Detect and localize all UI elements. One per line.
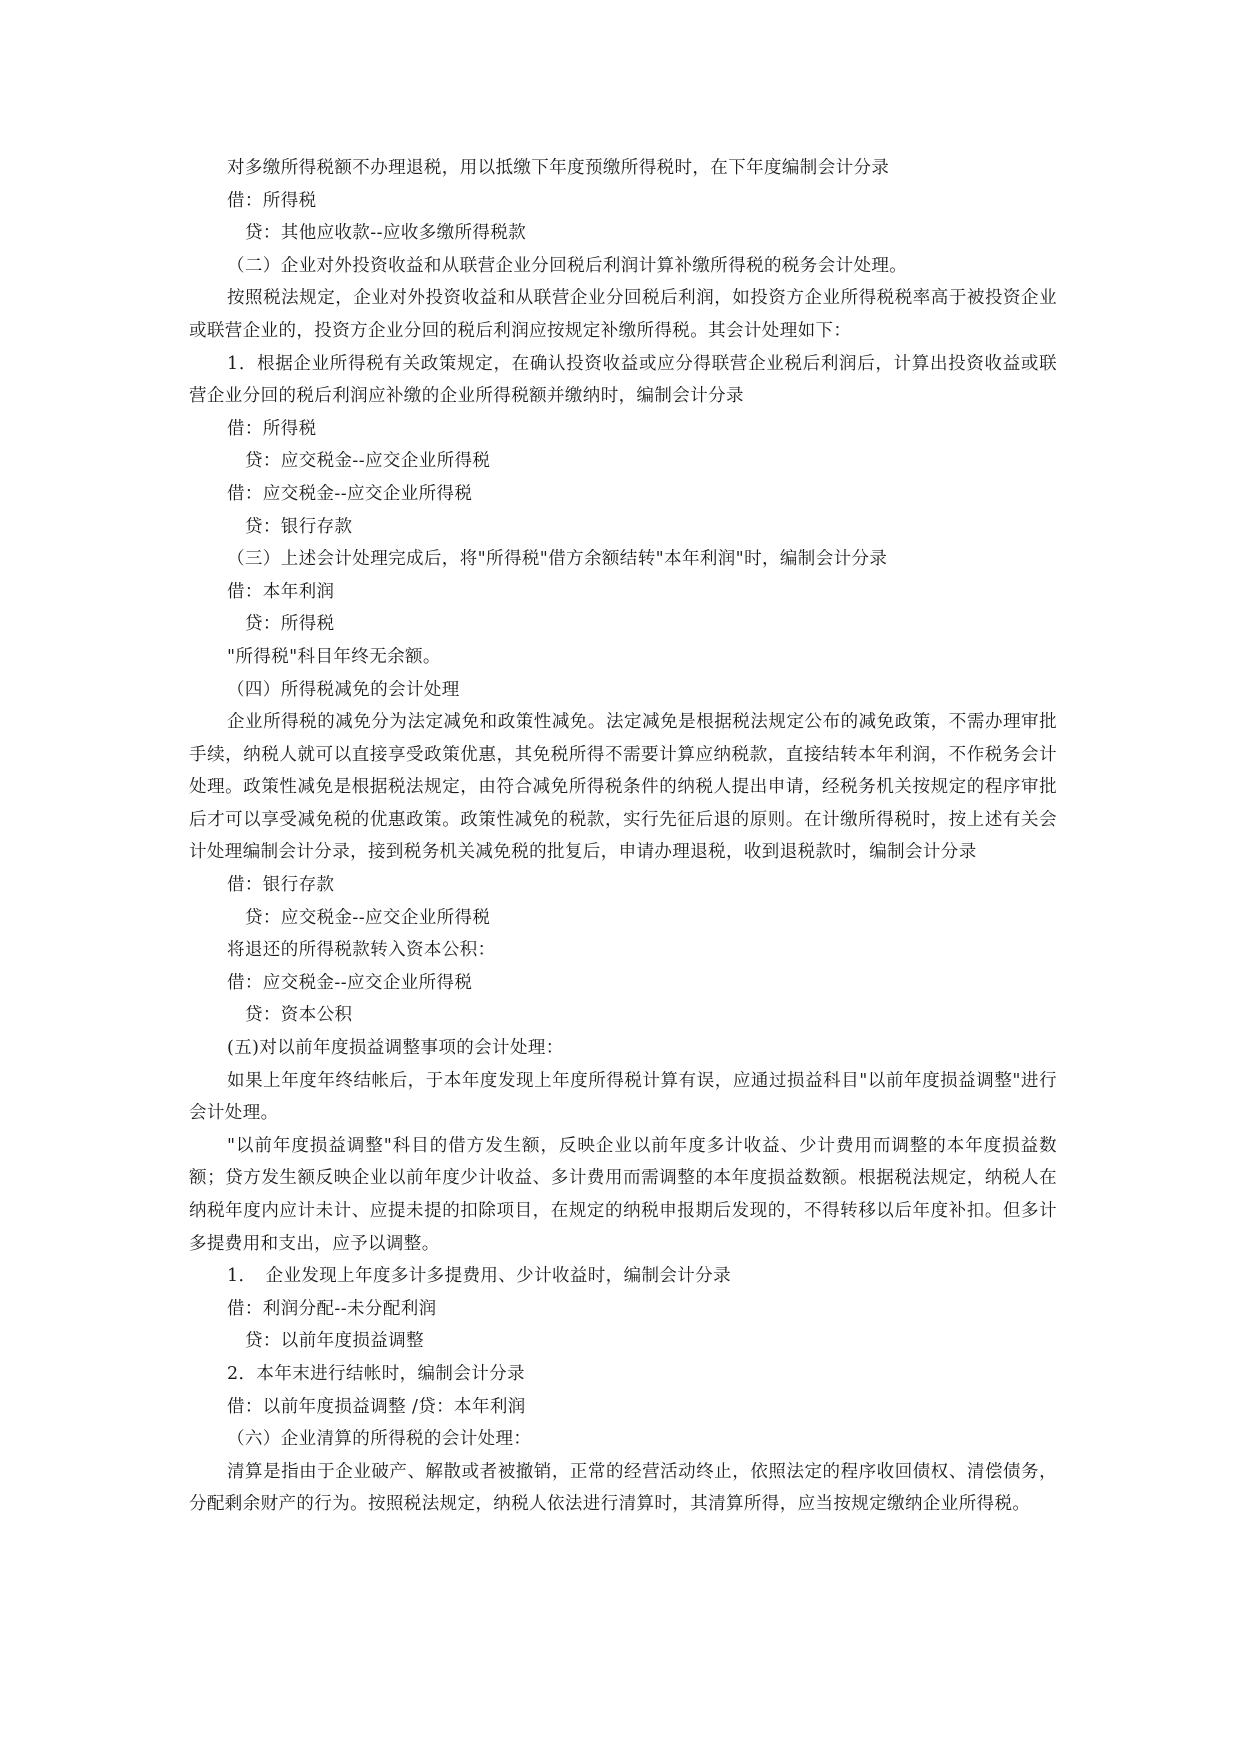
paragraph: 借：银行存款 xyxy=(227,875,335,896)
paragraph: (五)对以前年度损益调整事项的会计处理： xyxy=(227,1038,564,1059)
paragraph: 贷：以前年度损益调整 xyxy=(245,1331,424,1352)
paragraph: 借：应交税金--应交企业所得税 xyxy=(227,972,473,993)
paragraph: 贷：应交税金--应交企业所得税 xyxy=(245,451,491,472)
paragraph: 贷：应交税金--应交企业所得税 xyxy=(245,907,491,928)
paragraph: 借：本年利润 xyxy=(227,581,335,602)
paragraph: 借：应交税金--应交企业所得税 xyxy=(227,483,473,504)
paragraph: 借：利润分配--未分配利润 xyxy=(227,1298,437,1319)
paragraph: 1．根据企业所得税有关政策规定，在确认投资收益或应分得联营企业税后利润后，计算出投资收益或联营企业分回的税后利润应补缴的企业所得税额并缴纳时，编制会计分录 xyxy=(189,353,1057,407)
paragraph: 贷：其他应收款--应收多缴所得税款 xyxy=(245,223,527,244)
paragraph: 将退还的所得税款转入资本公积： xyxy=(227,940,496,961)
paragraph: 贷：所得税 xyxy=(245,614,335,635)
paragraph: 借：以前年度损益调整 /贷：本年利润 xyxy=(227,1396,526,1417)
paragraph: （六）企业清算的所得税的会计处理： xyxy=(227,1429,532,1450)
paragraph: 借：所得税 xyxy=(227,190,317,211)
paragraph: 如果上年度年终结帐后，于本年度发现上年度所得税计算有误，应通过损益科目"以前年度损益调整"进行会计处理。 xyxy=(189,1070,1057,1124)
paragraph: （二）企业对外投资收益和从联营企业分回税后利润计算补缴所得税的税务会计处理。 xyxy=(227,255,908,276)
document-page xyxy=(189,152,1057,1521)
paragraph: （三）上述会计处理完成后，将"所得税"借方余额结转"本年利润"时，编制会计分录 xyxy=(227,549,888,570)
paragraph: 贷：资本公积 xyxy=(245,1005,353,1026)
paragraph: "所得税"科目年终无余额。 xyxy=(227,646,441,667)
paragraph: 按照税法规定，企业对外投资收益和从联营企业分回税后利润，如投资方企业所得税税率高于被投资企业或联营企业的，投资方企业分回的税后利润应按规定补缴所得税。其会计处理如下： xyxy=(189,288,1057,341)
paragraph: 清算是指由于企业破产、解散或者被撤销，正常的经营活动终止，依照法定的程序收回债权、清偿债务，分配剩余财产的行为。按照税法规定，纳税人依法进行清算时，其清算所得，应当按规定缴纳企业所得税。 xyxy=(189,1461,1057,1515)
paragraph: 贷：银行存款 xyxy=(245,516,353,537)
paragraph: 2．本年末进行结帐时，编制会计分录 xyxy=(227,1363,525,1384)
paragraph: "以前年度损益调整"科目的借方发生额，反映企业以前年度多计收益、少计费用而调整的本年度损益数额；贷方发生额反映企业以前年度少计收益、多计费用而需调整的本年度损益数额。根据税法规定，纳税人在纳税年度内应计未计、应提未提的扣除项目，在规定的纳税申报期后发现的，不得转移以后年度补扣。但多计多提费用和支出，应予以调整。 xyxy=(189,1135,1057,1254)
paragraph: 对多缴所得税额不办理退税，用以抵缴下年度预缴所得税时，在下年度编制会计分录 xyxy=(227,158,890,178)
paragraph: （四）所得税减免的会计处理 xyxy=(227,679,460,700)
paragraph: 1． 企业发现上年度多计多提费用、少计收益时，编制会计分录 xyxy=(227,1266,731,1287)
paragraph: 企业所得税的减免分为法定减免和政策性减免。法定减免是根据税法规定公布的减免政策，不需办理审批手续，纳税人就可以直接享受政策优惠，其免税所得不需要计算应纳税款，直接结转本年利润，不作税务会计处理。政策性减免是根据税法规定，由符合减免所得税条件的纳税人提出申请，经税务机关按规定的程序审批后才可以享受减免税的优惠政策。政策性减免的税款，实行先征后退的原则。在计缴所得税时，按上述有关会计处理编制会计分录，接到税务机关减免税的批复后，申请办理退税，收到退税款时，编制会计分录 xyxy=(189,712,1057,863)
paragraph: 借：所得税 xyxy=(227,418,317,439)
